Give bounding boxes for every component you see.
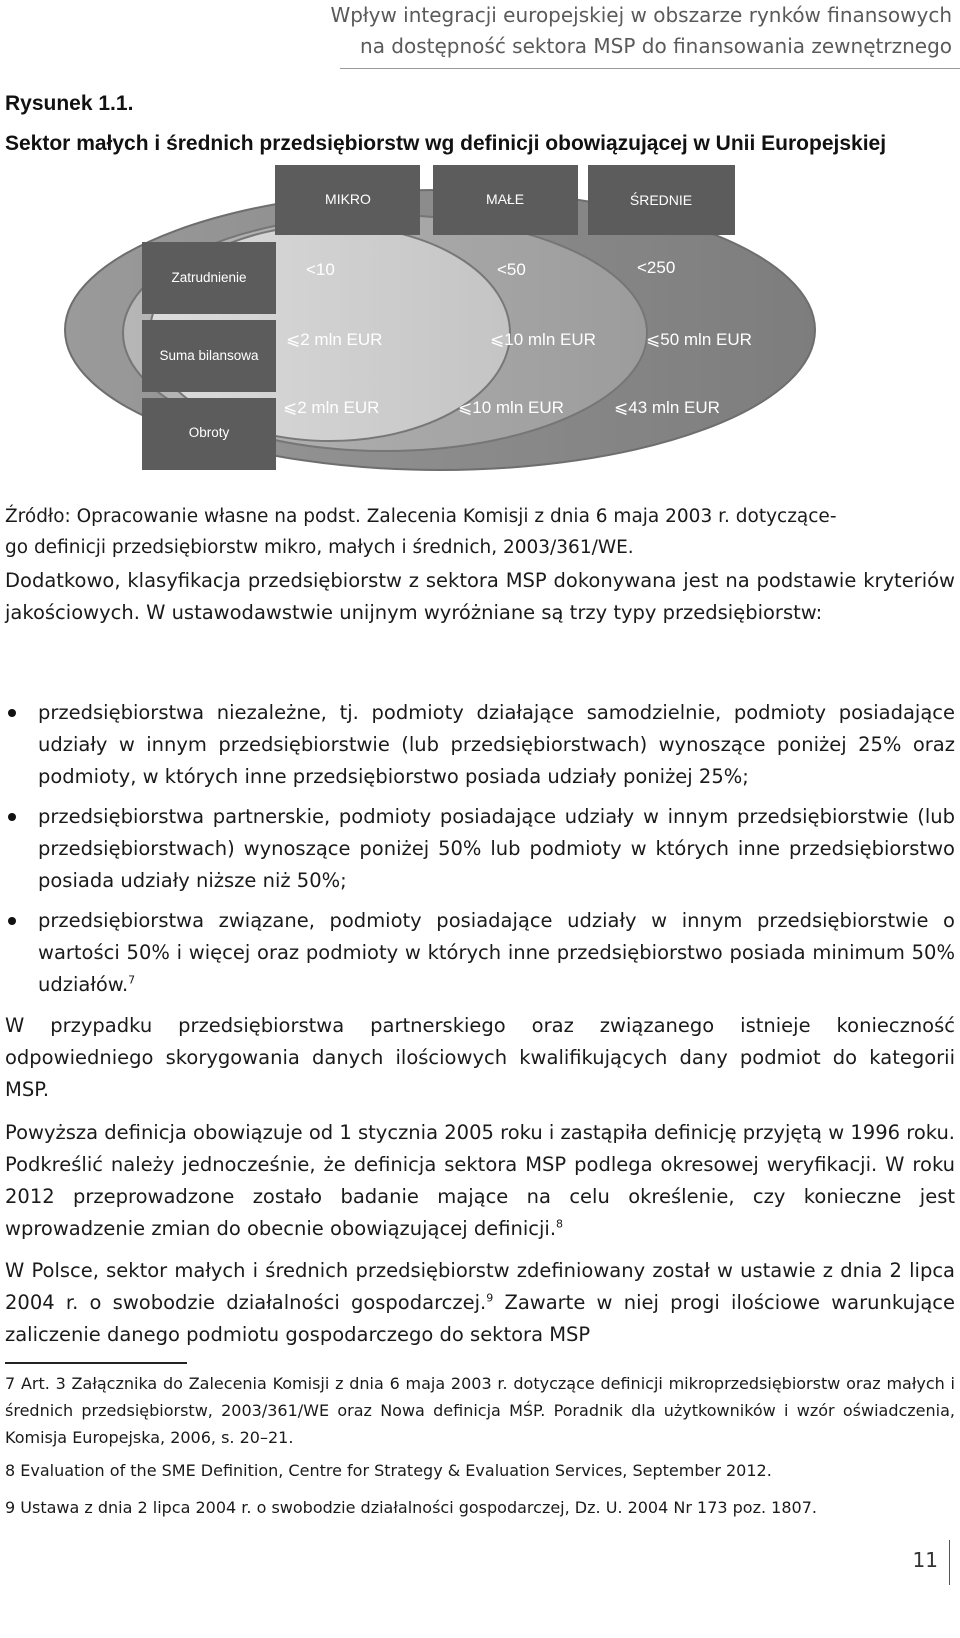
footnote-9: 9 Ustawa z dnia 2 lipca 2004 r. o swobodzie działalności gospodarczej, Dz. U. 2004 Nr 173 poz. 1807. xyxy=(5,1498,817,1517)
footnote-ref-7: 7 xyxy=(128,973,136,987)
value-zatrudnienie-srednie: <250 xyxy=(637,258,676,277)
figure-label: Rysunek 1.1. xyxy=(5,92,134,115)
footnote-ref-8: 8 xyxy=(556,1217,564,1231)
column-label-srednie: ŚREDNIE xyxy=(629,192,693,208)
sme-diagram-svg xyxy=(0,165,960,495)
list-item-independent xyxy=(5,697,955,793)
figure-source xyxy=(5,501,955,563)
figure-title: Sektor małych i średnich przedsiębiorstw wg definicji obowiązującej w Unii Europejskiej xyxy=(5,132,887,155)
enterprise-types-list xyxy=(5,697,955,1009)
column-headers xyxy=(275,165,735,235)
column-label-mikro: MIKRO xyxy=(325,191,371,207)
value-obroty-male: ⩽10 mln EUR xyxy=(458,398,564,417)
footnote-ref-9: 9 xyxy=(486,1291,494,1305)
header-rule xyxy=(340,68,960,69)
sme-diagram xyxy=(0,165,960,495)
row-label-obroty: Obroty xyxy=(188,425,230,440)
list-item-text: przedsiębiorstwa niezależne, tj. podmioty działające samodzielnie, podmioty posiadające udziały w innym przedsiębiorstwie (lub przedsiębiorstwach) wynoszące poniżej 25% oraz podmioty, w których inne przedsiębiorstwo posiada udziały poniżej 25%; xyxy=(38,701,955,788)
value-zatrudnienie-male: <50 xyxy=(497,260,526,279)
list-item-text: przedsiębiorstwa związane, podmioty posiadające udziały w innym przedsiębiorstwie o wartości 50% i więcej oraz podmioty w których inne przedsiębiorstwo posiada minimum 50% udziałów. xyxy=(38,909,955,996)
value-obroty-mikro: ⩽2 mln EUR xyxy=(283,398,380,417)
row-label-zatrudnienie: Zatrudnienie xyxy=(171,270,247,285)
figure-source-line2: go definicji przedsiębiorstw mikro, małych i średnich, 2003/361/WE. xyxy=(5,537,634,558)
running-header xyxy=(312,0,952,62)
list-item-linked xyxy=(5,905,955,1001)
figure-source-line1: Źródło: Opracowanie własne na podst. Zalecenia Komisji z dnia 6 maja 2003 r. dotyczące- xyxy=(5,506,837,527)
value-zatrudnienie-mikro: <10 xyxy=(306,260,335,279)
row-headers xyxy=(142,242,276,470)
value-obroty-srednie: ⩽43 mln EUR xyxy=(614,398,720,417)
footnote-7: 7 Art. 3 Załącznika do Zalecenia Komisji z dnia 6 maja 2003 r. dotyczące definicji mikroprzedsiębiorstw oraz małych i średnich przedsiębiorstw, 2003/361/WE oraz Nowa definicja MŚP. Poradnik dla użytkowników i wzór oświadczenia, Komisja Europejska, 2006, s. 20–21. xyxy=(5,1374,955,1447)
value-suma-srednie: ⩽50 mln EUR xyxy=(646,330,752,349)
paragraph-text: Powyższa definicja obowiązuje od 1 stycznia 2005 roku i zastąpiła definicję przyjętą w 1996 roku. Podkreślić należy jednocześnie, że definicja sektora MSP podlega okresowej weryfikacji. W roku 2012 przeprowadzone zostało badanie mające na celu określenie, czy konieczne jest wprowadzenie zmian do obecnie obowiązującej definicji. xyxy=(5,1121,955,1240)
footnote-8: 8 Evaluation of the SME Definition, Centre for Strategy & Evaluation Services, September 2012. xyxy=(5,1461,772,1480)
running-header-line2: na dostępność sektora MSP do finansowania zewnętrznego xyxy=(360,34,952,58)
value-suma-male: ⩽10 mln EUR xyxy=(490,330,596,349)
paragraph-poland xyxy=(5,1255,955,1351)
list-item-partner xyxy=(5,801,955,897)
paragraph-partner-correction: W przypadku przedsiębiorstwa partnerskiego oraz związanego istnieje konieczność odpowiedniego skorygowania danych ilościowych kwalifikujących dany podmiot do kategorii MSP. xyxy=(5,1014,955,1101)
column-label-male: MAŁE xyxy=(485,191,525,207)
paragraph-definition-history xyxy=(5,1117,955,1245)
page-number: 11 xyxy=(912,1548,938,1572)
page-number-rule xyxy=(949,1540,950,1585)
paragraph-intro: Dodatkowo, klasyfikacja przedsiębiorstw z sektora MSP dokonywana jest na podstawie kryteriów jakościowych. W ustawodawstwie unijnym wyróżniane są trzy typy przedsiębiorstw: xyxy=(5,569,955,624)
footnote-rule xyxy=(5,1362,187,1364)
list-item-text: przedsiębiorstwa partnerskie, podmioty posiadające udziały w innym przedsiębiorstwie (lub przedsiębiorstwach) wynoszące poniżej 50% lub podmioty w których inne przedsiębiorstwo posiada udziały niższe niż 50%; xyxy=(38,805,955,892)
running-header-line1: Wpływ integracji europejskiej w obszarze rynków finansowych xyxy=(330,3,952,27)
paragraph-text-b: Zawarte w niej progi ilościowe warunkujące zaliczenie danego podmiotu gospodarczego do sektora MSP xyxy=(5,1291,955,1346)
value-suma-mikro: ⩽2 mln EUR xyxy=(286,330,383,349)
paragraph-text-a: W Polsce, sektor małych i średnich przedsiębiorstw zdefiniowany został w ustawie z dnia 2 lipca 2004 r. o swobodzie działalności gospodarczej. xyxy=(5,1259,955,1314)
row-label-suma-bilansowa: Suma bilansowa xyxy=(159,348,259,363)
